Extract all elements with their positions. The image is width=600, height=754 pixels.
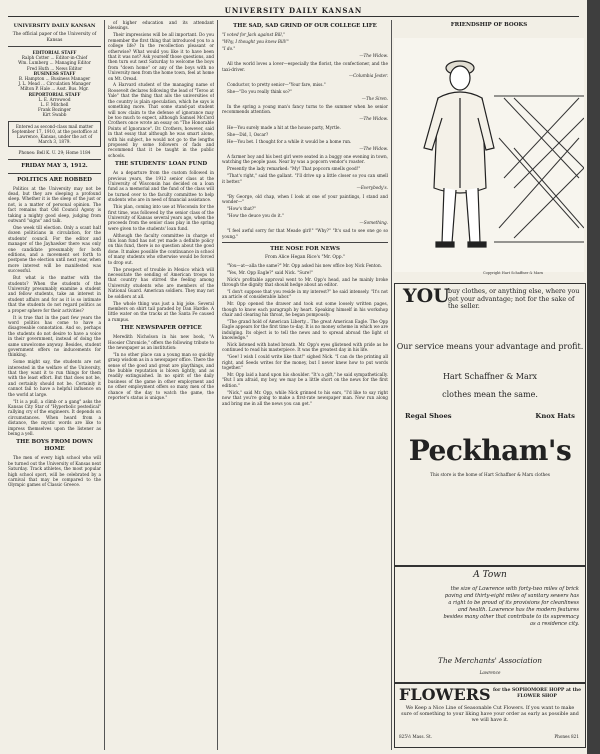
staff-line: Kirt Swabb <box>42 112 67 118</box>
verse-line: He—You surely made a hit at the house party, Myrtle. <box>227 124 341 130</box>
verse-line: In the spring a young man's fancy turns to the summer when he senior recommends attention. <box>222 104 388 115</box>
store-line: This store is the home of Hart Schaffner & Marx clothes <box>430 472 550 477</box>
article-paragraph: Their impressions will be all important. Do you remember the first thing that introduced you to a college life? In the recollection pleasant or otherwise? What would you like it to have been that it was not? Ask yourself those questions, and then turn out next Saturday to welcome the boys from "down home" or any of the boys with no University men from the home town, feel at home on Mt. Oread. <box>108 32 214 81</box>
staff-line: BUSINESS STAFF <box>33 70 76 76</box>
scan-margin <box>587 0 600 754</box>
article-paragraph: Nick listened with bated breath. Mr. Opp's eyes glistened with pride as he continued to read his masterpiece. It was the greatest day in his life. <box>222 341 388 353</box>
ad-brands <box>405 412 575 420</box>
store-name: Peckham's <box>408 434 572 467</box>
article-paragraph: One week till election. Only a scant half dozen politicians in circulation, for the students' council. For the editor and manager of the Jayhawker there was only one candidate presumably for both editions, and a movement set forth to postpone the election until next year, when more interest will be manifested was successful. <box>8 225 101 274</box>
headline: FRIENDSHIP OF BOOKS <box>450 22 528 28</box>
staff-line: Ralph Cotter ... Editor-in-Chief <box>21 55 88 61</box>
staff-line: J. L. Mead ... Circulation Manager <box>18 81 91 87</box>
article-paragraph: Nick's profitable approval went to Mr. Opp's head, and he mainly broke through the dignity that should hedge about an editor. <box>222 276 388 287</box>
article-paragraph: But what is the matter with the students? When the students of the University presumably examine a student and fellow students, take an interest in student affairs and for as it is so intimate that the students do not regard politics as a proper sphere for their activities? <box>8 275 101 313</box>
nameplate: UNIVERSITY DAILY KANSAN <box>13 23 96 29</box>
article-paragraph: The men of every high school who will be turned out the University of Kansas next Saturday. Track athletes, the most popular high school sport, will be celebrated by a carnival that may be compared to the Olympic games of Classic Greece. <box>8 455 101 488</box>
verse-line: She—"Do you really think so?" <box>227 88 292 94</box>
article-paragraph: This plan, coming into use at Wisconsin for the first time, was followed by the senior class of the University of Kansas several years ago, when the proceeds from the senior class play in the spring were given to the students' loan fund. <box>108 204 214 231</box>
flowers-title: FLOWERS <box>399 685 491 704</box>
verse-line: Presently the lady remarked: "My! That popcorn smells good!" <box>227 166 361 172</box>
verse-line: "By George, old chap, when I look at one of your paintings, I stand and wonder—" <box>222 193 388 205</box>
article-paragraph: Some might say, the students are not interested in the welfare of the University, that they want it to run things for them with the least effort. But that does not be, and certainly should not be. Certainly it cannot fail to have a helpful influence on the world at large. <box>8 359 101 397</box>
column-rule <box>217 20 218 750</box>
staff-line: Milton P. Hale ... Asst. Bus. Mgr. <box>20 86 89 92</box>
byline: —The Widow. <box>359 145 388 151</box>
staff-line: EDITORIAL STAFF <box>32 50 77 55</box>
byline: —The Widow. <box>359 52 388 58</box>
headline: THE NEWSPAPER OFFICE <box>120 325 202 332</box>
verse-line: "How's that?" <box>227 206 257 212</box>
article-paragraph: Mr. Opp opened the drawer and took out some loosely written pages, though to know each paragraph by heart. Speaking himself in his workshop chair and clearing his throat, he began pompously: <box>222 301 388 317</box>
headline: THE STUDENTS' LOAN FUND <box>114 161 208 168</box>
article-paragraph: "I don't suppose that you reside in my interest?" he said intensely. "It's not an article of considerable labor." <box>222 288 388 300</box>
column-rule <box>104 20 105 750</box>
flowers-phone: Phones 821 <box>554 734 579 739</box>
town-body: the size of Lawrence with forty-two miles of brick paving and thirty-eight miles of sanitary sewers has a right to be proud of its provisions for cleanliness and health. Lawrence has the modern features besides many other that contribute to its supremacy as a residence city. <box>443 586 579 628</box>
article-paragraph: of higher education and its attendant blessings. <box>108 20 214 31</box>
byline: —Something. <box>359 219 388 225</box>
divider <box>8 46 101 47</box>
headline: THE BOYS FROM DOWN HOME <box>16 439 93 453</box>
staff-line: Wm. Lumberg ... Managing Editor <box>18 60 91 66</box>
byline: —Everybody's. <box>356 185 388 191</box>
ad-intro: buy clothes, or anything else, where you get your advantage; not for the sake of the seller. <box>448 287 580 311</box>
article-paragraph: "Nick," said Mr. Opp, while Nick grinned to his ears, "I'd like to say right now that you're going to make a first-rate newspaper man. Now run along and bring me in all the news you can get." <box>222 389 388 406</box>
verse-line: "That's right," said the gallant. "I'll drive up a little closer so you can smell it better." <box>222 173 388 184</box>
staff-line: B. Hampton ... Business Manager <box>18 76 91 82</box>
article-paragraph: It is true that in the past few years the word politics has come to have a disagreeable connotation. And so, perhaps the students do not desire to have a voice in their government, instead of doing the same unwelcome anyway. Besides, student government offers no inducements for thinking. <box>8 314 101 358</box>
illustration-caption: Copyright Hart Schaffner & Marx <box>483 271 543 275</box>
article-paragraph: As a departure from the custom followed in previous years, the 1912 senior class at the University of Wisconsin has decided on a loan fund as a memorial and the fund of the class will be turned over to the faculty committee to help students who are in need of financial assistance. <box>108 170 214 203</box>
byline: —The Siren. <box>361 95 388 101</box>
article-paragraph: Although the faculty committee in charge of this loan fund has not yet made a definite policy on this fund, there is no question about the good done. It makes possible the continuance in school of many students who otherwise would be forced to drop out. <box>108 232 214 265</box>
divider <box>8 173 101 174</box>
issue-date: FRIDAY MAY 3, 1912. <box>21 162 88 169</box>
byline: —Columbia Jester. <box>348 73 388 79</box>
flowers-body: We Keep a Nice Line of Seasonable Cut Flowers. If you want to make sure of something to your liking have your order as early as possible and we will have it. <box>401 706 579 723</box>
verse-line: "Why, I thought you knew Bill!" <box>222 38 289 44</box>
man-in-overcoat-illustration <box>394 38 584 272</box>
staff-line: L. F. Mitchell <box>40 102 69 108</box>
article-paragraph: Politics at the University may not be dead, but they are sleeping a profound sleep. Whether it is the sleep of the just or not, is a matter of personal opinion. The fact remains that Old Council Agony is taking a mighty good sleep, judging from outward "signs" and talk. <box>8 185 101 224</box>
article-paragraph: A Harvard student of the managing name of Roosevelt declares following the lead of "Teroo at Yale" that the thing that ails the universities of the country is plain speculation, which he says is something more. That some stand-pat student will now claim to the defense of ignorance may be too much to expect, although Samuel McCord Crothers once wrote an essay on "The Honorable Points of Ignorance". Dr. Crothers, however, said in that essay that although he was smart alone, with his subject, he would not go to the lengths proposed by some followers of fads and recommend that it be taught in the public schools. <box>108 82 214 158</box>
headline: POLITICS ARE ROBBED <box>17 176 92 183</box>
verse-line: She—Did, I, Oscar? <box>227 131 269 137</box>
staff-box <box>8 50 101 118</box>
subscription-notice: Entered as second-class mail matter September 17, 1910, at the postoffice at Lawrence, Kansas, under the act of March 3, 1879. <box>8 121 101 148</box>
article-paragraph: "Yes, Mr. Opp Eagle?" said Nick. "Sure!" <box>227 269 313 275</box>
knox-hats: Knox Hats <box>535 412 575 420</box>
verse-line: "I do." <box>222 45 236 51</box>
masthead-rule <box>8 16 579 17</box>
staff-line: REPORTORIAL STAFF <box>28 91 81 97</box>
verse-line: A farmer boy and his best girl were seated in a buggy one evening in town, watching the people pass. Near by was a popcorn vendor's roaster. <box>222 153 388 165</box>
clothing-ad <box>394 283 586 567</box>
headline: THE NOSE FOR NEWS <box>270 246 340 253</box>
staff-line: Frank Bozinger <box>38 107 71 113</box>
flowers-contact <box>399 734 579 739</box>
flowers-ad <box>394 683 586 748</box>
verse-line: Conductor, to pretty senior—"Your fare, miss." <box>227 81 326 87</box>
article-paragraph: "In no other place can a young man so quickly grasp wisdom as in a newspaper office. There the sense of the good and great are playthings, and the bubble reputation is blown lightly, and as readily extinguished. In no spirit of the daily business of the game in other employment and no other employment offers so many men of the chance of the day to watch the game, the reporter's status is unique." <box>108 351 214 401</box>
phones: Phones: Bell K. U. 29; Home 1184 <box>18 150 91 156</box>
divider <box>8 159 101 160</box>
ad-service: Our service means your advantage and profit. <box>396 342 584 351</box>
regal-shoes: Regal Shoes <box>405 412 452 420</box>
article-paragraph: "You—at—alla the same?" Mr. Opp asked his new office boy Nick Fenton. <box>227 262 382 268</box>
town-title: A Town <box>473 570 507 580</box>
verse-line: He—You bet. I thought for a while it would be a home run. <box>227 138 352 144</box>
town-ad <box>394 565 586 683</box>
nameplate-sub: The official paper of the University of Kansas <box>12 32 97 43</box>
article-paragraph: "The grand hold of American Liberty... The great American Eagle. The Opp Eagle appears for the first time to-day. It is no money scheme in which we are indulging. Its object is to tell the news and to spread abroad the light of knowledge." <box>222 318 388 341</box>
flowers-address: 825½ Mass. St. <box>399 734 433 739</box>
article-paragraph: Mr. Opp laid a hand upon his shoulder. "It's a gift," he said sympathetically. "But I am afraid, my boy, we may be a little short on the news for the first edition." <box>222 372 388 388</box>
staff-line: L. E. Arrowood <box>38 96 71 102</box>
merchants-association: The Merchants' Association <box>438 656 542 665</box>
column-4-top <box>395 22 583 36</box>
article-paragraph: The prospect of trouble in Mexico which will necessitate the sending of American troops to that country has stirred the feeling among University students who are members of the National Guard. American soldiers. They may not be soldiers at all. <box>108 266 214 299</box>
column-rule <box>391 20 392 750</box>
subhead: From Alice Hegan Rice's "Mr. Opp." <box>264 255 346 261</box>
joke: "I feel awful sorry for that Meade girl!" "Why?" "It's sad to see one go so young." <box>222 228 388 239</box>
column-1 <box>8 20 101 750</box>
verse-line: "How the deuce you do it." <box>227 213 284 219</box>
headline: THE SAD, SAD GRIND OF OUR COLLEGE LIFE <box>233 23 377 29</box>
article-paragraph: "Gee! I wish I could write like that!" sighed Nick. "I can do the printing all right, and Seeds writes for the money, but I never knew how to put words together." <box>222 354 388 371</box>
article-paragraph: Meredith Nicholson in his new book, "A Hoosier Chronicle," offers the following tribute to the newspaper as an institution: <box>108 334 214 350</box>
column-3 <box>222 20 388 750</box>
town-city: Lawrence <box>479 670 501 675</box>
ad-clothes: clothes mean the same. <box>442 390 538 399</box>
verse-line: "I voted for Jack against Bill," <box>222 32 285 37</box>
byline: —The Widow. <box>359 116 388 122</box>
ad-maker: Hart Schaffner & Marx <box>442 372 538 381</box>
verse-line: All the world loves a lover—especially the florist, the confectioner, and the taxi-driver. <box>222 61 388 72</box>
staff-line: Fred Huth ... News Editor <box>26 65 83 71</box>
column-2 <box>108 20 214 750</box>
ad-you: YOU <box>403 285 450 307</box>
flowers-sub: for the SOPHOMORE HOPP at the FLOWER SHOP <box>492 688 582 699</box>
article-paragraph: "It is a pull, a climb or a gang" asks the Kansas City Star of "Hyperbolic pestedical" rallying cry of the engineers. It depends on circumstances. When heard from a distance, the mystic words are like to impress themselves upon the listener as being a yell. <box>8 398 101 437</box>
masthead: UNIVERSITY DAILY KANSAN <box>224 6 363 15</box>
article-paragraph: The whole thing was just a big joke. Several members on shirt tail paraded by Dan Hardie. A little water on the tracks at the Santa Fe caused a rumpus. <box>108 300 214 322</box>
divider <box>222 242 388 243</box>
clothing-illustration <box>394 38 584 272</box>
